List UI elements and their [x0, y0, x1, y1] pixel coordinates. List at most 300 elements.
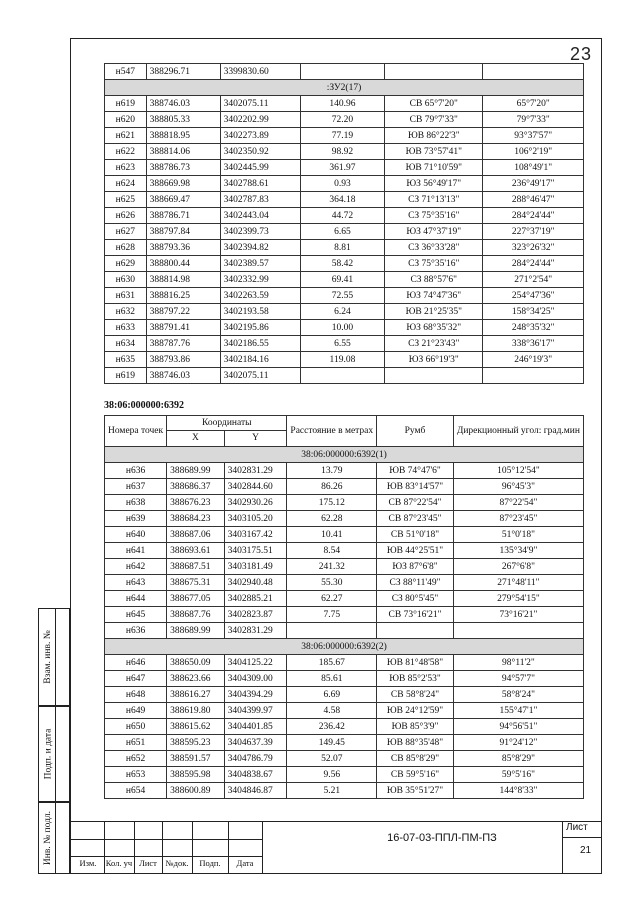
table-row: [105, 192, 584, 208]
distance-cell: 86.26: [287, 479, 377, 495]
coord-x-cell: 388600.89: [167, 783, 225, 799]
coord-x-cell: 388650.09: [167, 655, 225, 671]
coord-y-cell: 3402930.26: [224, 495, 287, 511]
point-number-cell: н624: [105, 176, 147, 192]
table-row: [105, 320, 584, 336]
distance-cell: 119.08: [300, 352, 384, 368]
coord-x-cell: 388818.95: [146, 128, 220, 144]
direction-angle-cell: 248°35'32": [483, 320, 584, 336]
distance-cell: 69.41: [300, 272, 384, 288]
coord-x-cell: 388805.33: [146, 112, 220, 128]
direction-angle-cell: 271°48'11": [453, 575, 583, 591]
side-box-vzam: [38, 608, 70, 706]
direction-angle-cell: 155°47'1": [453, 703, 583, 719]
rumb-cell: [377, 623, 454, 639]
coord-y-cell: 3402350.92: [220, 144, 300, 160]
direction-angle-cell: 288°46'47": [483, 192, 584, 208]
table-row: [105, 160, 584, 176]
coord-y-cell: 3404394.29: [224, 687, 287, 703]
table-row: [105, 767, 584, 783]
coord-y-cell: 3403105.20: [224, 511, 287, 527]
coord-y-cell: 3402831.29: [224, 623, 287, 639]
distance-cell: 185.67: [287, 655, 377, 671]
coord-x-cell: 388615.62: [167, 719, 225, 735]
rumb-cell: ЮВ 21°25'35": [385, 304, 483, 320]
stamp-header-izm: Изм.: [79, 858, 97, 868]
side-label-podp: Подп. и дата: [43, 728, 54, 780]
direction-angle-cell: 135°34'9": [453, 543, 583, 559]
distance-cell: 72.55: [300, 288, 384, 304]
table-row: [105, 719, 584, 735]
coord-y-cell: 3402195.86: [220, 320, 300, 336]
distance-cell: 361.97: [300, 160, 384, 176]
point-number-cell: н640: [105, 527, 167, 543]
point-number-cell: н634: [105, 336, 147, 352]
rumb-cell: СВ 59°5'16": [377, 767, 454, 783]
rumb-cell: СВ 79°7'33": [385, 112, 483, 128]
rumb-cell: ЮВ 88°35'48": [377, 735, 454, 751]
coord-x-cell: 388786.71: [146, 208, 220, 224]
direction-angle-cell: 87°22'54": [453, 495, 583, 511]
rumb-cell: СВ 51°0'18": [377, 527, 454, 543]
table-row: [105, 272, 584, 288]
rumb-cell: ЮВ 71°10'59": [385, 160, 483, 176]
coord-x-cell: 388689.99: [167, 463, 225, 479]
coord-y-cell: 3399830.60: [220, 64, 300, 80]
direction-angle-cell: 91°24'12": [453, 735, 583, 751]
coord-y-cell: 3404637.39: [224, 735, 287, 751]
distance-cell: 7.75: [287, 607, 377, 623]
point-number-cell: н650: [105, 719, 167, 735]
point-number-cell: н623: [105, 160, 147, 176]
point-number-cell: н622: [105, 144, 147, 160]
table-row: [105, 591, 584, 607]
point-number-cell: н631: [105, 288, 147, 304]
coord-x-cell: 388797.84: [146, 224, 220, 240]
coord-y-cell: 3404846.87: [224, 783, 287, 799]
distance-cell: [300, 368, 384, 384]
point-number-cell: н647: [105, 671, 167, 687]
distance-cell: 6.69: [287, 687, 377, 703]
side-box-podp: [38, 706, 70, 802]
header-coordinates: Координаты: [167, 416, 287, 431]
header-rumb: Румб: [377, 416, 454, 447]
coord-x-cell: 388623.66: [167, 671, 225, 687]
rumb-cell: СВ 58°8'24": [377, 687, 454, 703]
point-number-cell: н649: [105, 703, 167, 719]
direction-angle-cell: 85°8'29": [453, 751, 583, 767]
rumb-cell: ЮЗ 68°35'32": [385, 320, 483, 336]
table-row: [105, 64, 584, 80]
section-label: :ЗУ2(17): [105, 80, 584, 96]
coord-y-cell: 3402332.99: [220, 272, 300, 288]
table-row: [105, 368, 584, 384]
coord-x-cell: 388616.27: [167, 687, 225, 703]
point-number-cell: н627: [105, 224, 147, 240]
rumb-cell: ЮВ 35°51'27": [377, 783, 454, 799]
coord-y-cell: 3404838.67: [224, 767, 287, 783]
direction-angle-cell: 246°19'3": [483, 352, 584, 368]
point-number-cell: н653: [105, 767, 167, 783]
coord-y-cell: 3404401.85: [224, 719, 287, 735]
rumb-cell: СЗ 36°33'28": [385, 240, 483, 256]
handwritten-page-number: 23: [569, 44, 592, 64]
distance-cell: 175.12: [287, 495, 377, 511]
distance-cell: 13.79: [287, 463, 377, 479]
distance-cell: 10.41: [287, 527, 377, 543]
rumb-cell: СЗ 75°35'16": [385, 256, 483, 272]
rumb-cell: [385, 368, 483, 384]
direction-angle-cell: 65°7'20": [483, 96, 584, 112]
distance-cell: 241.32: [287, 559, 377, 575]
coord-x-cell: 388595.23: [167, 735, 225, 751]
coord-y-cell: 3402399.73: [220, 224, 300, 240]
point-number-cell: н619: [105, 96, 147, 112]
rumb-cell: СЗ 75°35'16": [385, 208, 483, 224]
table-row: [105, 128, 584, 144]
header-direction-angle: Дирекционный угол: град.мин: [453, 416, 583, 447]
coord-y-cell: 3402787.83: [220, 192, 300, 208]
coord-y-cell: 3402844.60: [224, 479, 287, 495]
distance-cell: 364.18: [300, 192, 384, 208]
section-row: [105, 80, 584, 96]
distance-cell: 55.30: [287, 575, 377, 591]
point-number-cell: н645: [105, 607, 167, 623]
sheet-number: 21: [580, 845, 592, 856]
direction-angle-cell: 98°11'2": [453, 655, 583, 671]
direction-angle-cell: 96°45'3": [453, 479, 583, 495]
coord-y-cell: 3402788.61: [220, 176, 300, 192]
header-x: X: [167, 431, 225, 447]
distance-cell: 6.55: [300, 336, 384, 352]
rumb-cell: ЮЗ 56°49'17": [385, 176, 483, 192]
table-row: [105, 559, 584, 575]
direction-angle-cell: 94°57'7": [453, 671, 583, 687]
table-row: [105, 623, 584, 639]
rumb-cell: СВ 85°8'29": [377, 751, 454, 767]
distance-cell: 236.42: [287, 719, 377, 735]
coord-x-cell: 388746.03: [146, 96, 220, 112]
direction-angle-cell: 284°24'44": [483, 256, 584, 272]
distance-cell: 9.56: [287, 767, 377, 783]
coord-y-cell: 3402186.55: [220, 336, 300, 352]
rumb-cell: ЮВ 73°57'41": [385, 144, 483, 160]
table-row: [105, 176, 584, 192]
table-row: [105, 495, 584, 511]
direction-angle-cell: 338°36'17": [483, 336, 584, 352]
side-label-inv: Инв. № подл.: [43, 810, 54, 866]
table-row: [105, 304, 584, 320]
table-row: [105, 511, 584, 527]
point-number-cell: н636: [105, 623, 167, 639]
coordinates-table-zu2: [104, 63, 584, 384]
distance-cell: 140.96: [300, 96, 384, 112]
rumb-cell: ЮВ 83°14'57": [377, 479, 454, 495]
rumb-cell: ЮЗ 66°19'3": [385, 352, 483, 368]
coord-x-cell: 388814.98: [146, 272, 220, 288]
coord-y-cell: 3402075.11: [220, 368, 300, 384]
direction-angle-cell: 58°8'24": [453, 687, 583, 703]
distance-cell: 72.20: [300, 112, 384, 128]
table-row: [105, 735, 584, 751]
rumb-cell: ЮВ 85°3'9": [377, 719, 454, 735]
distance-cell: 44.72: [300, 208, 384, 224]
distance-cell: 5.21: [287, 783, 377, 799]
coord-y-cell: 3402075.11: [220, 96, 300, 112]
rumb-cell: СВ 87°23'45": [377, 511, 454, 527]
coord-x-cell: 388684.23: [167, 511, 225, 527]
distance-cell: 77.19: [300, 128, 384, 144]
coord-y-cell: 3402445.99: [220, 160, 300, 176]
coord-x-cell: 388686.37: [167, 479, 225, 495]
stamp-header-kol-uch: Кол. уч: [105, 858, 133, 868]
coord-x-cell: 388591.57: [167, 751, 225, 767]
header-distance: Расстояние в метрах: [287, 416, 377, 447]
direction-angle-cell: 79°7'33": [483, 112, 584, 128]
table-row: [105, 527, 584, 543]
point-number-cell: н654: [105, 783, 167, 799]
coord-y-cell: 3402885.21: [224, 591, 287, 607]
coord-y-cell: 3402394.82: [220, 240, 300, 256]
coord-y-cell: 3404309.00: [224, 671, 287, 687]
coord-y-cell: 3402940.48: [224, 575, 287, 591]
rumb-cell: ЮВ 24°12'59": [377, 703, 454, 719]
coord-x-cell: 388687.51: [167, 559, 225, 575]
coord-x-cell: 388669.98: [146, 176, 220, 192]
rumb-cell: СЗ 80°5'45": [377, 591, 454, 607]
coord-x-cell: 388619.80: [167, 703, 225, 719]
rumb-cell: ЮВ 74°47'6": [377, 463, 454, 479]
coord-x-cell: 388687.06: [167, 527, 225, 543]
direction-angle-cell: 108°49'1": [483, 160, 584, 176]
table-row: [105, 256, 584, 272]
direction-angle-cell: 254°47'36": [483, 288, 584, 304]
direction-angle-cell: 323°26'32": [483, 240, 584, 256]
direction-angle-cell: [483, 64, 584, 80]
table-row: [105, 607, 584, 623]
coord-x-cell: 388687.76: [167, 607, 225, 623]
coord-y-cell: 3402389.57: [220, 256, 300, 272]
coord-x-cell: 388797.22: [146, 304, 220, 320]
table-row: [105, 671, 584, 687]
table-row: [105, 655, 584, 671]
point-number-cell: н644: [105, 591, 167, 607]
direction-angle-cell: 93°37'57": [483, 128, 584, 144]
coord-y-cell: 3402184.16: [220, 352, 300, 368]
direction-angle-cell: 59°5'16": [453, 767, 583, 783]
coord-y-cell: 3402273.89: [220, 128, 300, 144]
coord-x-cell: 388677.05: [167, 591, 225, 607]
coord-y-cell: 3402443.04: [220, 208, 300, 224]
coord-x-cell: 388669.47: [146, 192, 220, 208]
table-row: [105, 783, 584, 799]
point-number-cell: н641: [105, 543, 167, 559]
coord-x-cell: 388800.44: [146, 256, 220, 272]
distance-cell: 62.27: [287, 591, 377, 607]
distance-cell: 8.81: [300, 240, 384, 256]
coord-y-cell: 3404399.97: [224, 703, 287, 719]
rumb-cell: ЮЗ 74°47'36": [385, 288, 483, 304]
direction-angle-cell: [453, 623, 583, 639]
point-number-cell: н628: [105, 240, 147, 256]
direction-angle-cell: 267°6'8": [453, 559, 583, 575]
coord-x-cell: 388814.06: [146, 144, 220, 160]
direction-angle-cell: 236°49'17": [483, 176, 584, 192]
coord-x-cell: 388793.86: [146, 352, 220, 368]
side-label-vzam: Взам. инв. №: [43, 630, 54, 684]
coord-y-cell: 3402202.99: [220, 112, 300, 128]
table-row: [105, 575, 584, 591]
coord-x-cell: 388595.98: [167, 767, 225, 783]
direction-angle-cell: 271°2'54": [483, 272, 584, 288]
rumb-cell: ЮВ 85°2'53": [377, 671, 454, 687]
point-number-cell: н620: [105, 112, 147, 128]
point-number-cell: н646: [105, 655, 167, 671]
point-number-cell: н643: [105, 575, 167, 591]
direction-angle-cell: 51°0'18": [453, 527, 583, 543]
distance-cell: 8.54: [287, 543, 377, 559]
distance-cell: 85.61: [287, 671, 377, 687]
point-number-cell: н621: [105, 128, 147, 144]
table-row: [105, 144, 584, 160]
distance-cell: 58.42: [300, 256, 384, 272]
point-number-cell: н648: [105, 687, 167, 703]
distance-cell: 98.92: [300, 144, 384, 160]
rumb-cell: СВ 73°16'21": [377, 607, 454, 623]
direction-angle-cell: [483, 368, 584, 384]
table-row: [105, 352, 584, 368]
point-number-cell: н639: [105, 511, 167, 527]
coord-y-cell: 3403167.42: [224, 527, 287, 543]
point-number-cell: н632: [105, 304, 147, 320]
stamp-header-ndok: №док.: [165, 858, 189, 868]
distance-cell: 0.93: [300, 176, 384, 192]
stamp-header-podp: Подп.: [199, 858, 221, 868]
coord-x-cell: 388675.31: [167, 575, 225, 591]
table-row: [105, 240, 584, 256]
direction-angle-cell: 106°2'19": [483, 144, 584, 160]
direction-angle-cell: 87°23'45": [453, 511, 583, 527]
coord-x-cell: 388816.25: [146, 288, 220, 304]
direction-angle-cell: 144°8'33": [453, 783, 583, 799]
table-row: [105, 336, 584, 352]
stamp-header-list: Лист: [139, 858, 157, 868]
point-number-cell: н635: [105, 352, 147, 368]
table-row: [105, 224, 584, 240]
coord-x-cell: 388793.36: [146, 240, 220, 256]
distance-cell: [300, 64, 384, 80]
coord-y-cell: 3402831.29: [224, 463, 287, 479]
rumb-cell: СЗ 88°57'6": [385, 272, 483, 288]
coord-y-cell: 3404125.22: [224, 655, 287, 671]
point-number-cell: н619: [105, 368, 147, 384]
direction-angle-cell: 73°16'21": [453, 607, 583, 623]
direction-angle-cell: 284°24'44": [483, 208, 584, 224]
title-block: [70, 821, 602, 874]
rumb-cell: ЮВ 86°22'3": [385, 128, 483, 144]
distance-cell: 6.65: [300, 224, 384, 240]
distance-cell: 149.45: [287, 735, 377, 751]
point-number-cell: н626: [105, 208, 147, 224]
distance-cell: 6.24: [300, 304, 384, 320]
sheet-label: Лист: [566, 822, 588, 833]
point-number-cell: н625: [105, 192, 147, 208]
coord-x-cell: 388786.73: [146, 160, 220, 176]
coord-y-cell: 3403181.49: [224, 559, 287, 575]
point-number-cell: н636: [105, 463, 167, 479]
distance-cell: 4.58: [287, 703, 377, 719]
coord-x-cell: 388787.76: [146, 336, 220, 352]
direction-angle-cell: 227°37'19": [483, 224, 584, 240]
coord-x-cell: 388296.71: [146, 64, 220, 80]
point-number-cell: н547: [105, 64, 147, 80]
point-number-cell: н630: [105, 272, 147, 288]
distance-cell: 62.28: [287, 511, 377, 527]
table-row: [105, 751, 584, 767]
document-code: 16-07-03-ППЛ-ПМ-ПЗ: [387, 832, 497, 844]
coord-y-cell: 3402193.58: [220, 304, 300, 320]
point-number-cell: н637: [105, 479, 167, 495]
section-label: 38:06:000000:6392(1): [105, 447, 584, 463]
header-y: Y: [224, 431, 287, 447]
side-box-inv: [38, 802, 70, 874]
coord-x-cell: 388676.23: [167, 495, 225, 511]
coord-x-cell: 388746.03: [146, 368, 220, 384]
section-row: [105, 639, 584, 655]
table-row: [105, 112, 584, 128]
rumb-cell: СЗ 71°13'13": [385, 192, 483, 208]
point-number-cell: н629: [105, 256, 147, 272]
table-row: [105, 703, 584, 719]
section-row: [105, 447, 584, 463]
table-row: [105, 479, 584, 495]
direction-angle-cell: 94°56'51": [453, 719, 583, 735]
table-row: [105, 543, 584, 559]
rumb-cell: ЮЗ 47°37'19": [385, 224, 483, 240]
distance-cell: [287, 623, 377, 639]
rumb-cell: ЮВ 81°48'58": [377, 655, 454, 671]
point-number-cell: н633: [105, 320, 147, 336]
coord-x-cell: 388689.99: [167, 623, 225, 639]
header-point-numbers: Номера точек: [105, 416, 167, 447]
point-number-cell: н638: [105, 495, 167, 511]
direction-angle-cell: 158°34'25": [483, 304, 584, 320]
cadastral-number-title: 38:06:000000:6392: [104, 400, 184, 411]
table-row: [105, 463, 584, 479]
direction-angle-cell: 279°54'15": [453, 591, 583, 607]
rumb-cell: ЮВ 44°25'51": [377, 543, 454, 559]
coord-y-cell: 3403175.51: [224, 543, 287, 559]
section-label: 38:06:000000:6392(2): [105, 639, 584, 655]
distance-cell: 10.00: [300, 320, 384, 336]
point-number-cell: н652: [105, 751, 167, 767]
coord-y-cell: 3402263.59: [220, 288, 300, 304]
table-row: [105, 96, 584, 112]
coord-x-cell: 388791.41: [146, 320, 220, 336]
stamp-header-data: Дата: [236, 858, 254, 868]
rumb-cell: ЮЗ 87°6'8": [377, 559, 454, 575]
distance-cell: 52.07: [287, 751, 377, 767]
coord-y-cell: 3404786.79: [224, 751, 287, 767]
rumb-cell: [385, 64, 483, 80]
rumb-cell: СВ 87°22'54": [377, 495, 454, 511]
table-row: [105, 687, 584, 703]
point-number-cell: н651: [105, 735, 167, 751]
coord-x-cell: 388693.61: [167, 543, 225, 559]
coord-y-cell: 3402823.87: [224, 607, 287, 623]
coordinates-table-6392: [104, 415, 584, 799]
rumb-cell: СЗ 88°11'49": [377, 575, 454, 591]
